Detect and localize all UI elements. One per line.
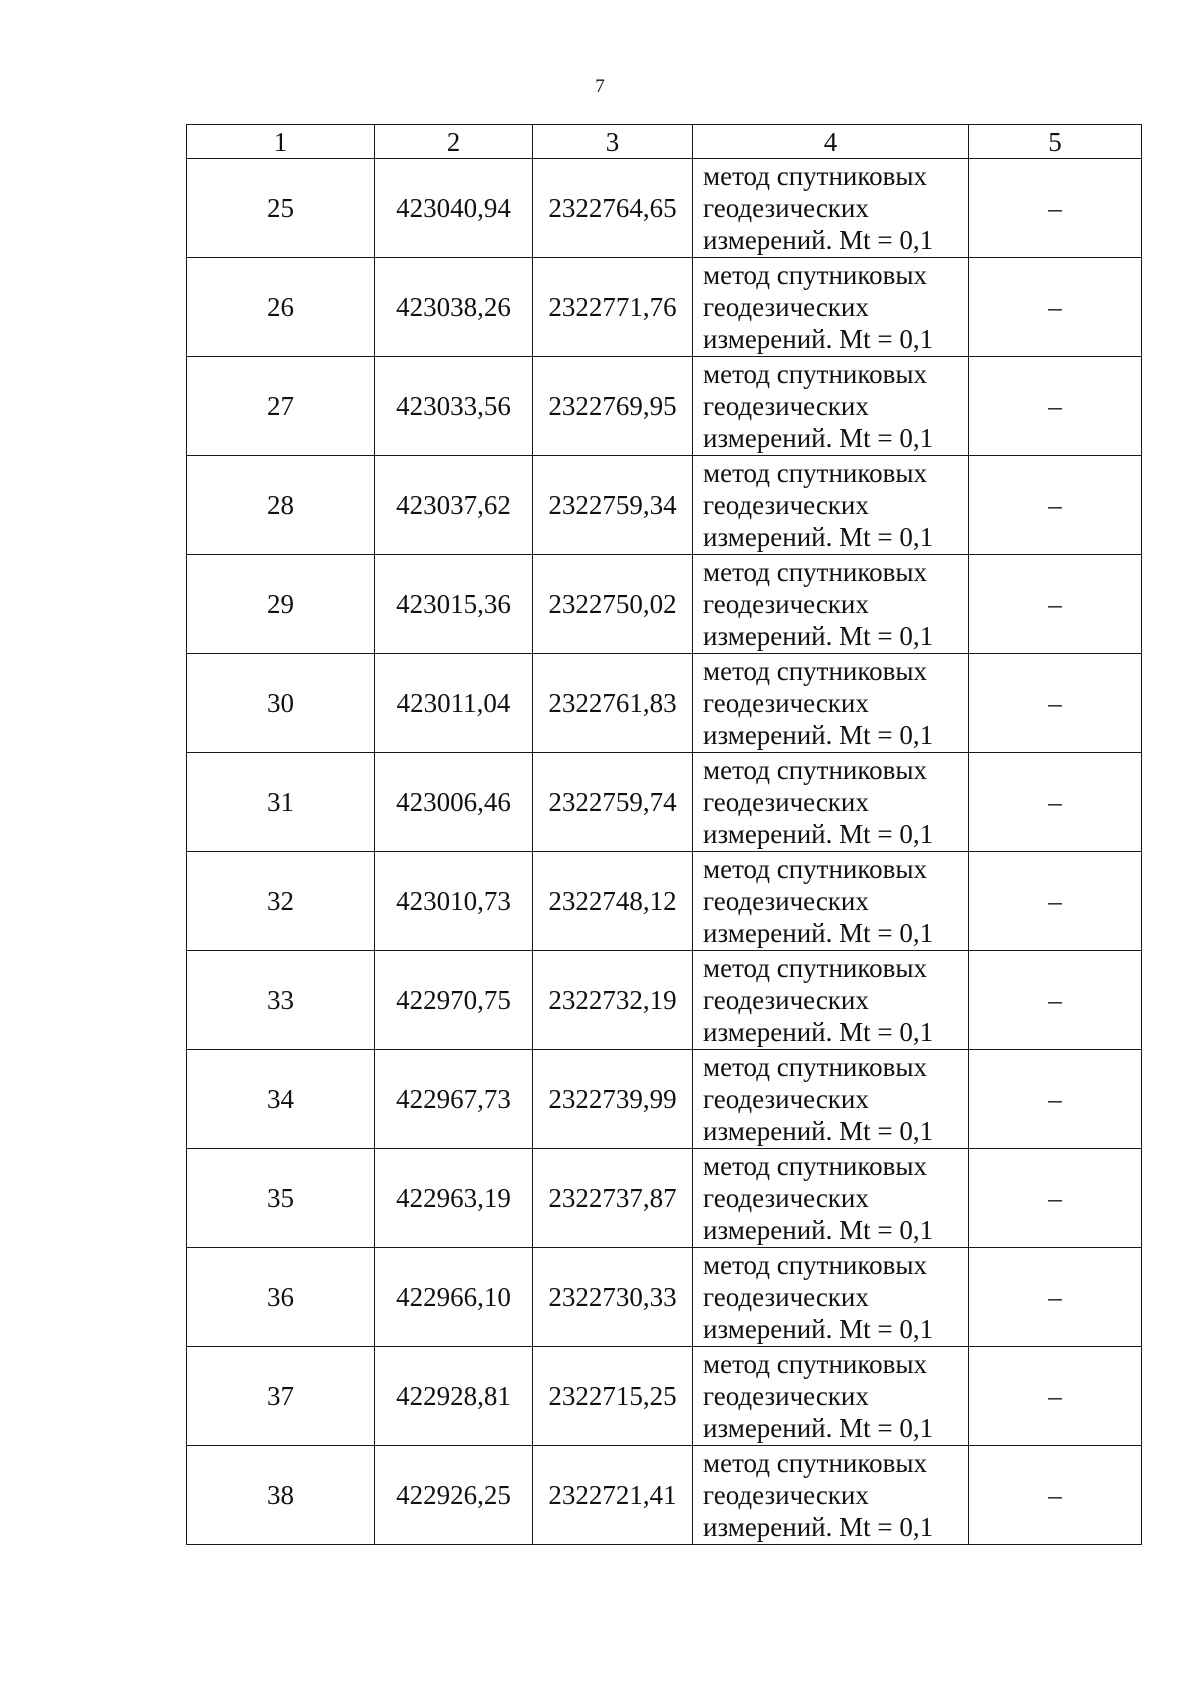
method-line: измерений. Mt = 0,1 xyxy=(703,324,934,354)
method-line: метод спутниковых xyxy=(703,359,927,389)
note-dash: – xyxy=(969,1446,1142,1545)
method-line: измерений. Mt = 0,1 xyxy=(703,1512,934,1542)
point-number: 32 xyxy=(187,852,375,951)
method-description xyxy=(693,1446,969,1545)
table-row xyxy=(187,654,1142,753)
point-number: 26 xyxy=(187,258,375,357)
note-dash: – xyxy=(969,258,1142,357)
method-description xyxy=(693,1050,969,1149)
coordinate-y: 2322730,33 xyxy=(533,1248,693,1347)
coordinates-table xyxy=(186,124,1142,1545)
method-line: измерений. Mt = 0,1 xyxy=(703,918,934,948)
method-line: геодезических xyxy=(703,1084,869,1114)
point-number: 38 xyxy=(187,1446,375,1545)
method-line: метод спутниковых xyxy=(703,1349,927,1379)
point-number: 33 xyxy=(187,951,375,1050)
method-line: измерений. Mt = 0,1 xyxy=(703,1413,934,1443)
method-line: метод спутниковых xyxy=(703,1151,927,1181)
method-description xyxy=(693,357,969,456)
note-dash: – xyxy=(969,1347,1142,1446)
coordinate-y: 2322764,65 xyxy=(533,159,693,258)
note-dash: – xyxy=(969,753,1142,852)
note-dash: – xyxy=(969,654,1142,753)
method-line: геодезических xyxy=(703,1282,869,1312)
method-line: измерений. Mt = 0,1 xyxy=(703,522,934,552)
note-dash: – xyxy=(969,1149,1142,1248)
coordinate-x: 422967,73 xyxy=(375,1050,533,1149)
point-number: 37 xyxy=(187,1347,375,1446)
point-number: 35 xyxy=(187,1149,375,1248)
table-row xyxy=(187,1050,1142,1149)
coordinate-x: 422966,10 xyxy=(375,1248,533,1347)
method-line: геодезических xyxy=(703,1183,869,1213)
coordinate-y: 2322761,83 xyxy=(533,654,693,753)
coordinate-x: 422970,75 xyxy=(375,951,533,1050)
method-line: измерений. Mt = 0,1 xyxy=(703,621,934,651)
method-description xyxy=(693,159,969,258)
point-number: 25 xyxy=(187,159,375,258)
table-row xyxy=(187,159,1142,258)
table-row xyxy=(187,1347,1142,1446)
coordinate-y: 2322721,41 xyxy=(533,1446,693,1545)
coordinate-y: 2322750,02 xyxy=(533,555,693,654)
method-line: измерений. Mt = 0,1 xyxy=(703,1215,934,1245)
method-line: измерений. Mt = 0,1 xyxy=(703,819,934,849)
table-row xyxy=(187,1248,1142,1347)
table-row xyxy=(187,852,1142,951)
method-line: метод спутниковых xyxy=(703,953,927,983)
coordinate-x: 422926,25 xyxy=(375,1446,533,1545)
method-line: геодезических xyxy=(703,787,869,817)
method-line: измерений. Mt = 0,1 xyxy=(703,1314,934,1344)
method-description xyxy=(693,654,969,753)
table-header xyxy=(187,125,1142,159)
coordinate-y: 2322759,34 xyxy=(533,456,693,555)
header-col-4: 4 xyxy=(693,125,969,159)
method-description xyxy=(693,1347,969,1446)
point-number: 28 xyxy=(187,456,375,555)
coordinate-y: 2322759,74 xyxy=(533,753,693,852)
header-col-1: 1 xyxy=(187,125,375,159)
method-line: геодезических xyxy=(703,589,869,619)
note-dash: – xyxy=(969,555,1142,654)
header-col-3: 3 xyxy=(533,125,693,159)
method-description xyxy=(693,555,969,654)
coordinate-y: 2322748,12 xyxy=(533,852,693,951)
note-dash: – xyxy=(969,456,1142,555)
table-row xyxy=(187,753,1142,852)
coordinate-x: 422963,19 xyxy=(375,1149,533,1248)
method-description xyxy=(693,258,969,357)
coordinate-y: 2322739,99 xyxy=(533,1050,693,1149)
method-line: геодезических xyxy=(703,886,869,916)
method-line: геодезических xyxy=(703,292,869,322)
method-line: измерений. Mt = 0,1 xyxy=(703,1116,934,1146)
method-line: измерений. Mt = 0,1 xyxy=(703,1017,934,1047)
method-line: метод спутниковых xyxy=(703,1448,927,1478)
table-row xyxy=(187,1446,1142,1545)
method-description xyxy=(693,951,969,1050)
method-line: метод спутниковых xyxy=(703,260,927,290)
coordinate-x: 423015,36 xyxy=(375,555,533,654)
table-row xyxy=(187,258,1142,357)
method-line: метод спутниковых xyxy=(703,1250,927,1280)
coordinate-y: 2322715,25 xyxy=(533,1347,693,1446)
coordinate-x: 423011,04 xyxy=(375,654,533,753)
point-number: 27 xyxy=(187,357,375,456)
method-line: геодезических xyxy=(703,985,869,1015)
table-body xyxy=(187,159,1142,1545)
coordinate-y: 2322737,87 xyxy=(533,1149,693,1248)
table-row xyxy=(187,456,1142,555)
method-description xyxy=(693,753,969,852)
point-number: 36 xyxy=(187,1248,375,1347)
point-number: 34 xyxy=(187,1050,375,1149)
method-description xyxy=(693,852,969,951)
table-row xyxy=(187,357,1142,456)
method-line: метод спутниковых xyxy=(703,458,927,488)
coordinate-x: 423010,73 xyxy=(375,852,533,951)
method-description xyxy=(693,1248,969,1347)
method-line: геодезических xyxy=(703,490,869,520)
coordinate-x: 423037,62 xyxy=(375,456,533,555)
point-number: 30 xyxy=(187,654,375,753)
point-number: 31 xyxy=(187,753,375,852)
header-col-5: 5 xyxy=(969,125,1142,159)
page-number: 7 xyxy=(595,76,605,97)
note-dash: – xyxy=(969,951,1142,1050)
method-line: метод спутниковых xyxy=(703,161,927,191)
coordinate-y: 2322732,19 xyxy=(533,951,693,1050)
note-dash: – xyxy=(969,852,1142,951)
method-line: геодезических xyxy=(703,688,869,718)
method-line: геодезических xyxy=(703,1480,869,1510)
method-line: измерений. Mt = 0,1 xyxy=(703,225,934,255)
method-line: метод спутниковых xyxy=(703,656,927,686)
coordinate-y: 2322771,76 xyxy=(533,258,693,357)
table-row xyxy=(187,1149,1142,1248)
note-dash: – xyxy=(969,159,1142,258)
method-line: метод спутниковых xyxy=(703,557,927,587)
method-line: метод спутниковых xyxy=(703,755,927,785)
method-description xyxy=(693,456,969,555)
note-dash: – xyxy=(969,1248,1142,1347)
coordinate-x: 423006,46 xyxy=(375,753,533,852)
table-row xyxy=(187,555,1142,654)
method-line: измерений. Mt = 0,1 xyxy=(703,423,934,453)
coordinate-x: 422928,81 xyxy=(375,1347,533,1446)
method-line: геодезических xyxy=(703,1381,869,1411)
header-row xyxy=(187,125,1142,159)
point-number: 29 xyxy=(187,555,375,654)
method-line: геодезических xyxy=(703,391,869,421)
note-dash: – xyxy=(969,357,1142,456)
method-line: метод спутниковых xyxy=(703,1052,927,1082)
method-line: измерений. Mt = 0,1 xyxy=(703,720,934,750)
note-dash: – xyxy=(969,1050,1142,1149)
coordinate-x: 423038,26 xyxy=(375,258,533,357)
coordinate-x: 423033,56 xyxy=(375,357,533,456)
method-line: метод спутниковых xyxy=(703,854,927,884)
coordinate-y: 2322769,95 xyxy=(533,357,693,456)
method-line: геодезических xyxy=(703,193,869,223)
header-col-2: 2 xyxy=(375,125,533,159)
method-description xyxy=(693,1149,969,1248)
coordinate-x: 423040,94 xyxy=(375,159,533,258)
table-row xyxy=(187,951,1142,1050)
